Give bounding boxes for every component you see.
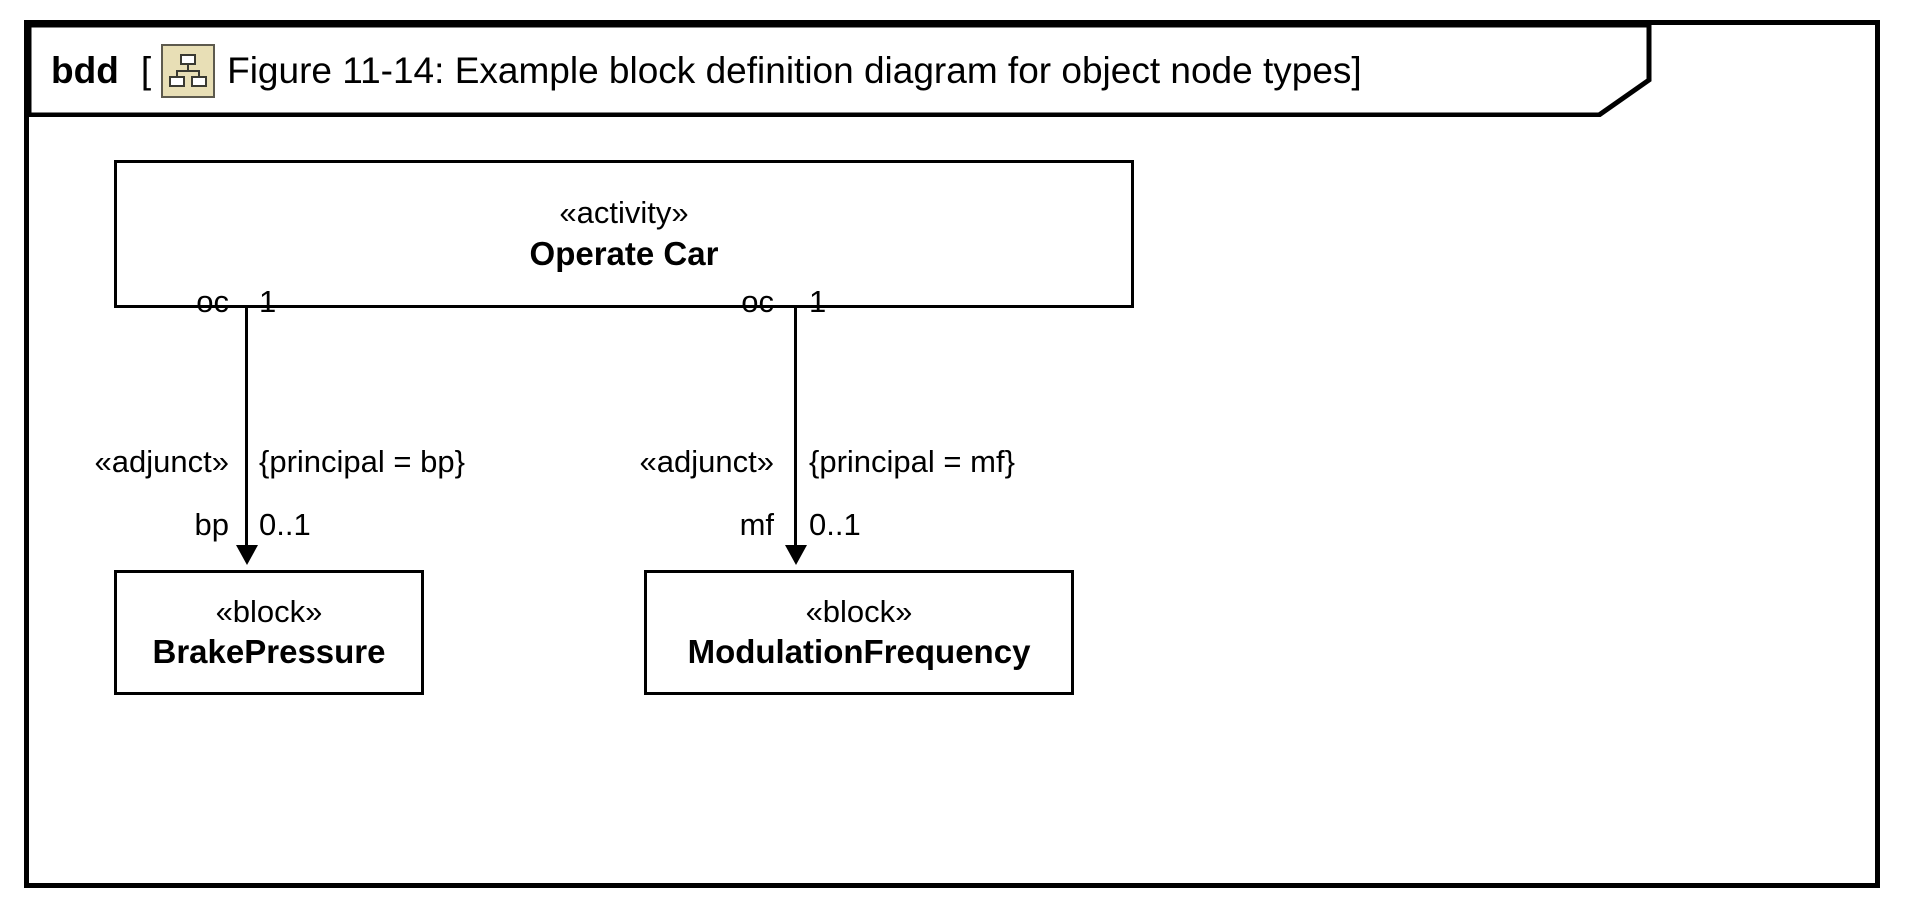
diagram-kind-label: bdd xyxy=(51,50,119,91)
frame-header-content xyxy=(51,25,1362,117)
block-definition-diagram-icon xyxy=(161,44,215,98)
diagram-title-text: Figure 11-14: Example block definition diagram for object node types xyxy=(227,50,1352,91)
block-stereotype: «activity» xyxy=(559,195,689,230)
bdd-glyph xyxy=(168,52,208,90)
association-arrowhead-mf xyxy=(785,545,807,565)
assoc-bp-target-multiplicity: 0..1 xyxy=(259,507,311,542)
assoc-mf-target-constraint: {principal = mf} xyxy=(809,444,1015,479)
assoc-mf-target-role: mf xyxy=(739,507,774,542)
diagram-frame xyxy=(24,20,1880,888)
block-name: Operate Car xyxy=(529,234,719,272)
block-modulation-frequency[interactable] xyxy=(644,570,1074,695)
assoc-bp-source-multiplicity: 1 xyxy=(259,284,277,319)
association-arrowhead-bp xyxy=(236,545,258,565)
block-name: BrakePressure xyxy=(152,633,386,671)
assoc-bp-source-role: oc xyxy=(196,284,229,319)
block-stereotype: «block» xyxy=(215,593,323,629)
assoc-bp-target-constraint: {principal = bp} xyxy=(259,444,465,479)
block-name: ModulationFrequency xyxy=(687,633,1031,671)
assoc-bp-target-stereotype: «adjunct» xyxy=(94,444,229,479)
assoc-mf-target-multiplicity: 0..1 xyxy=(809,507,861,542)
assoc-mf-source-multiplicity: 1 xyxy=(809,284,827,319)
association-line-bp xyxy=(245,308,248,545)
assoc-mf-target-stereotype: «adjunct» xyxy=(639,444,774,479)
bracket-open: [ xyxy=(140,50,152,91)
block-stereotype: «block» xyxy=(805,593,913,629)
diagram-title xyxy=(227,50,1362,92)
assoc-mf-source-role: oc xyxy=(741,284,774,319)
bracket-close: ] xyxy=(1351,50,1362,91)
assoc-bp-target-role: bp xyxy=(194,507,229,542)
block-brake-pressure[interactable] xyxy=(114,570,424,695)
association-line-mf xyxy=(794,308,797,545)
diagram-frame-header xyxy=(29,25,1659,117)
